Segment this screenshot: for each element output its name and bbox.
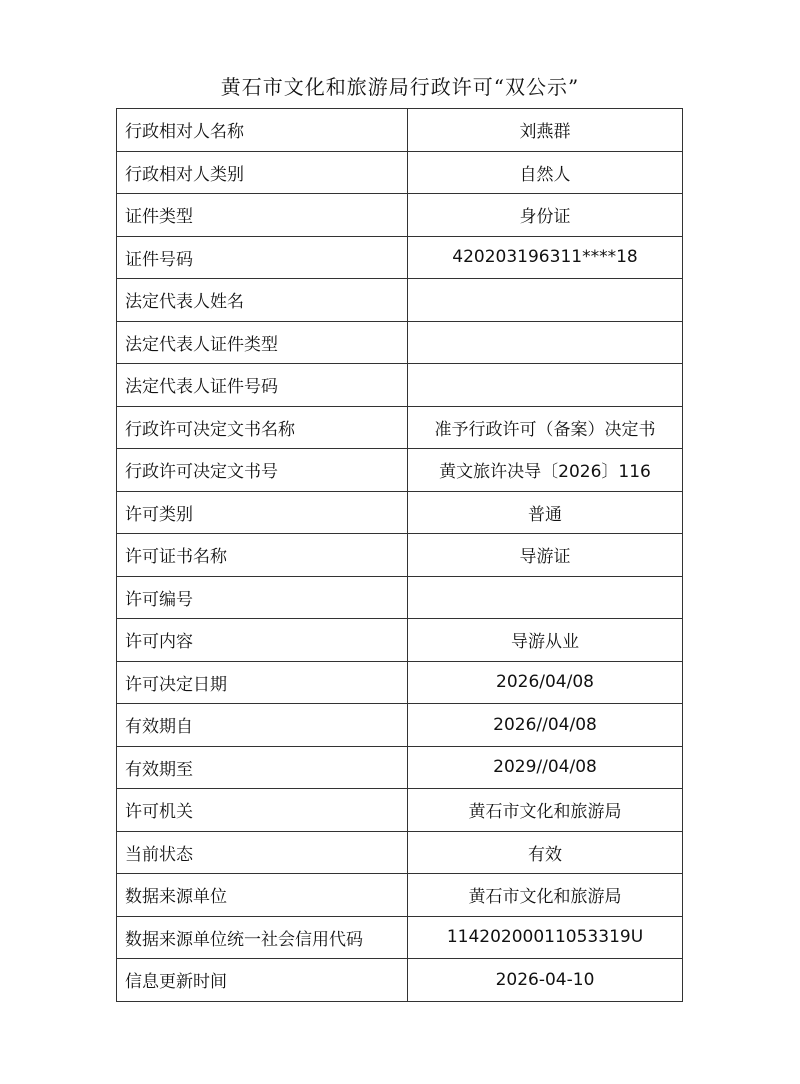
field-label: 数据来源单位统一社会信用代码 xyxy=(117,916,408,959)
table-row xyxy=(117,194,683,237)
table-row xyxy=(117,279,683,322)
table-row xyxy=(117,874,683,917)
table-row xyxy=(117,364,683,407)
field-value: 身份证 xyxy=(408,194,683,237)
table-row xyxy=(117,151,683,194)
field-label: 行政许可决定文书号 xyxy=(117,449,408,492)
field-label: 信息更新时间 xyxy=(117,959,408,1002)
field-label: 许可决定日期 xyxy=(117,661,408,704)
table-row xyxy=(117,576,683,619)
field-value xyxy=(408,364,683,407)
field-value: 420203196311****18 xyxy=(408,236,683,279)
field-label: 数据来源单位 xyxy=(117,874,408,917)
table-row xyxy=(117,491,683,534)
table-row xyxy=(117,406,683,449)
field-label: 行政相对人名称 xyxy=(117,109,408,152)
table-row xyxy=(117,109,683,152)
field-label: 行政许可决定文书名称 xyxy=(117,406,408,449)
field-value: 普通 xyxy=(408,491,683,534)
table-row xyxy=(117,916,683,959)
field-label: 行政相对人类别 xyxy=(117,151,408,194)
table-row xyxy=(117,831,683,874)
field-value: 黄石市文化和旅游局 xyxy=(408,874,683,917)
field-label: 有效期自 xyxy=(117,704,408,747)
field-label: 许可内容 xyxy=(117,619,408,662)
field-label: 有效期至 xyxy=(117,746,408,789)
permit-info-table xyxy=(116,108,683,1002)
field-label: 证件类型 xyxy=(117,194,408,237)
field-label: 证件号码 xyxy=(117,236,408,279)
field-value: 自然人 xyxy=(408,151,683,194)
table-row xyxy=(117,704,683,747)
field-value: 2029//04/08 xyxy=(408,746,683,789)
table-row xyxy=(117,959,683,1002)
field-label: 许可机关 xyxy=(117,789,408,832)
field-label: 当前状态 xyxy=(117,831,408,874)
field-value: 黄石市文化和旅游局 xyxy=(408,789,683,832)
field-value: 导游从业 xyxy=(408,619,683,662)
table-row xyxy=(117,619,683,662)
field-label: 法定代表人证件号码 xyxy=(117,364,408,407)
table-row xyxy=(117,236,683,279)
table-row xyxy=(117,449,683,492)
document-title: 黄石市文化和旅游局行政许可“双公示” xyxy=(220,75,580,99)
table-row xyxy=(117,321,683,364)
field-value xyxy=(408,321,683,364)
field-value: 黄文旅许决导〔2026〕116 xyxy=(408,449,683,492)
field-value: 有效 xyxy=(408,831,683,874)
field-value xyxy=(408,576,683,619)
field-value: 准予行政许可（备案）决定书 xyxy=(408,406,683,449)
field-label: 许可类别 xyxy=(117,491,408,534)
field-value: 11420200011053319U xyxy=(408,916,683,959)
table-row xyxy=(117,534,683,577)
field-value: 2026//04/08 xyxy=(408,704,683,747)
field-label: 法定代表人姓名 xyxy=(117,279,408,322)
table-row xyxy=(117,661,683,704)
field-value: 刘燕群 xyxy=(408,109,683,152)
field-label: 许可证书名称 xyxy=(117,534,408,577)
field-value: 2026/04/08 xyxy=(408,661,683,704)
field-label: 许可编号 xyxy=(117,576,408,619)
table-row xyxy=(117,746,683,789)
field-value: 导游证 xyxy=(408,534,683,577)
field-label: 法定代表人证件类型 xyxy=(117,321,408,364)
field-value xyxy=(408,279,683,322)
table-row xyxy=(117,789,683,832)
field-value: 2026-04-10 xyxy=(408,959,683,1002)
